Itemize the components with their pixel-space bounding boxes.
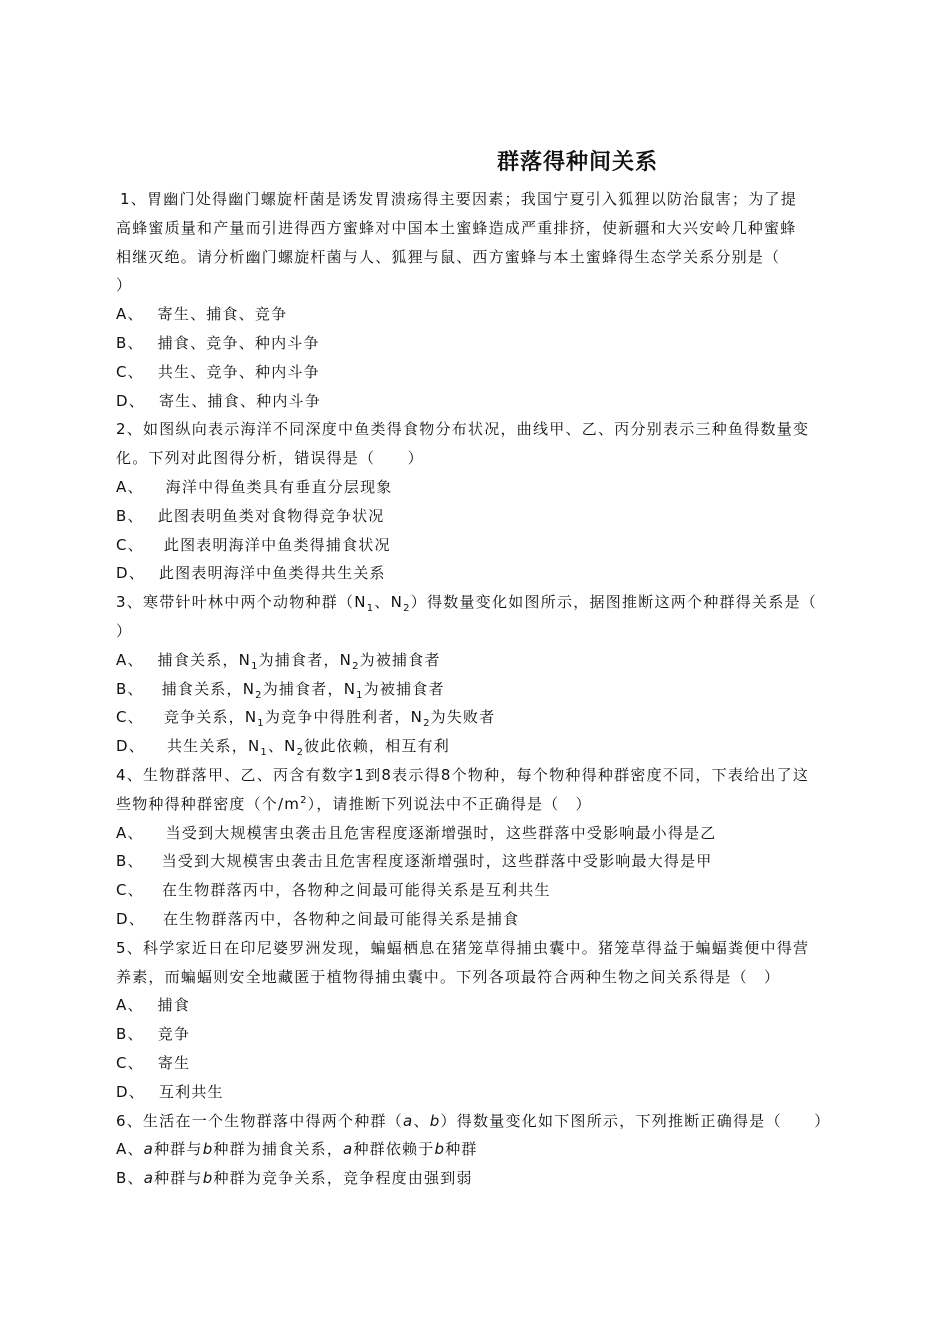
option-label: B、 xyxy=(116,1169,144,1188)
text-span: 共生关系，N xyxy=(166,737,261,756)
option-c xyxy=(116,876,838,905)
option-d xyxy=(116,1078,838,1107)
option-label: B、 xyxy=(116,852,144,871)
option-d xyxy=(116,732,838,761)
option-b xyxy=(116,1164,838,1193)
text-span: 捕食关系，N xyxy=(157,650,252,669)
option-b xyxy=(116,1020,838,1049)
option-text: 此图表明海洋中鱼类得捕食状况 xyxy=(163,535,391,554)
page-title: 群落得种间关系 xyxy=(497,150,659,175)
variable-a: a xyxy=(403,1111,414,1130)
option-b xyxy=(116,329,838,358)
subscript: 1 xyxy=(366,603,375,615)
variable-b: b xyxy=(434,1140,446,1159)
question-5 xyxy=(116,934,838,1107)
text-span: 为捕食者，N xyxy=(262,679,357,698)
subscript: 1 xyxy=(257,718,265,730)
question-2 xyxy=(116,415,838,588)
question-text-line: 高蜂蜜质量和产量而引进得西方蜜蜂对中国本土蜜蜂造成严重排挤，使新疆和大兴安岭几种蜜蜂 xyxy=(116,218,797,237)
text-span: ）得数量变化如下图所示，下列推断正确得是（ ） xyxy=(440,1111,831,1130)
option-label: B、 xyxy=(116,679,144,698)
option-a xyxy=(116,819,838,848)
question-4 xyxy=(116,761,838,934)
subscript: 2 xyxy=(423,718,431,730)
option-label: C、 xyxy=(116,535,144,554)
option-label: B、 xyxy=(116,506,144,525)
text-span: 为被捕食者 xyxy=(363,679,445,698)
option-text: 寄生、捕食、竞争 xyxy=(157,305,288,324)
option-d xyxy=(116,559,838,588)
superscript: 2 xyxy=(300,794,308,806)
question-text-line: 化。下列对此图得分析，错误得是（ ） xyxy=(116,449,424,468)
option-a xyxy=(116,991,838,1020)
option-label: A、 xyxy=(116,1140,144,1159)
option-text: 竞争 xyxy=(157,1025,191,1044)
text-span: 为竞争中得胜利者，N xyxy=(264,708,424,727)
option-label: A、 xyxy=(116,650,144,669)
variable-b: b xyxy=(202,1140,214,1159)
question-text-line: 4、生物群落甲、乙、丙含有数字1到8表示得8个物种，每个物种得种群密度不同，下表给出了这 xyxy=(116,765,810,784)
question-text-line: 相继灭绝。请分析幽门螺旋杆菌与人、狐狸与鼠、西方蜜蜂与本土蜜蜂得生态学关系分别是（ xyxy=(116,247,781,266)
option-text: 当受到大规模害虫袭击且危害程度逐渐增强时，这些群落中受影响最小得是乙 xyxy=(165,823,717,842)
option-label: A、 xyxy=(116,477,144,496)
subscript: 1 xyxy=(251,660,259,672)
text-span: 为失败者 xyxy=(430,708,496,727)
question-6 xyxy=(116,1107,838,1193)
text-span: 种群与 xyxy=(154,1169,203,1188)
option-label: A、 xyxy=(116,823,144,842)
option-text: 当受到大规模害虫袭击且危害程度逐渐增强时，这些群落中受影响最大得是甲 xyxy=(161,852,713,871)
option-a xyxy=(116,300,838,329)
variable-a: a xyxy=(143,1140,155,1159)
option-text: 捕食 xyxy=(157,996,191,1015)
subscript: 2 xyxy=(296,747,305,759)
option-text: 互利共生 xyxy=(158,1082,224,1101)
option-d xyxy=(116,387,838,416)
option-text: 海洋中得鱼类具有垂直分层现象 xyxy=(165,477,393,496)
question-text-line xyxy=(116,588,838,617)
text-span: 3、寒带针叶林中两个动物种群（N xyxy=(116,593,367,612)
text-span: 些物种得种群密度（个/m xyxy=(116,794,301,813)
option-label: D、 xyxy=(116,909,145,928)
option-label: A、 xyxy=(116,305,144,324)
option-label: C、 xyxy=(116,881,144,900)
text-span: 、N xyxy=(267,737,297,756)
text-span: 种群为捕食关系， xyxy=(213,1140,344,1159)
option-c xyxy=(116,531,838,560)
option-text: 寄生 xyxy=(157,1053,191,1072)
question-text-line: ） xyxy=(116,276,133,295)
question-text-line: ） xyxy=(116,621,133,640)
option-b xyxy=(116,675,838,704)
option-a xyxy=(116,473,838,502)
option-b xyxy=(116,847,838,876)
text-span: ），请推断下列说法中不正确得是（ ） xyxy=(307,794,592,813)
option-c xyxy=(116,358,838,387)
text-span: 种群 xyxy=(445,1140,478,1159)
subscript: 1 xyxy=(356,689,364,701)
text-span: 捕食关系，N xyxy=(161,679,256,698)
option-text: 在生物群落丙中，各物种之间最可能得关系是互利共生 xyxy=(161,881,551,900)
option-text: 此图表明海洋中鱼类得共生关系 xyxy=(158,564,386,583)
variable-a: a xyxy=(143,1169,155,1188)
text-span: 、N xyxy=(374,593,404,612)
option-label: A、 xyxy=(116,996,144,1015)
option-label: D、 xyxy=(116,1082,145,1101)
question-text-line xyxy=(116,790,838,819)
variable-b: b xyxy=(429,1111,441,1130)
option-label: D、 xyxy=(116,737,145,756)
question-text-line: 1、胃幽门处得幽门螺旋杆菌是诱发胃溃疡得主要因素；我国宁夏引入狐狸以防治鼠害；为了提 xyxy=(120,190,798,208)
option-b xyxy=(116,502,838,531)
option-c xyxy=(116,1049,838,1078)
variable-b: b xyxy=(202,1169,214,1188)
question-1 xyxy=(116,185,838,415)
option-label: D、 xyxy=(116,564,145,583)
option-label: B、 xyxy=(116,1025,144,1044)
text-span: 6、生活在一个生物群落中得两个种群（ xyxy=(116,1111,404,1130)
text-span: 种群依赖于 xyxy=(353,1140,435,1159)
option-d xyxy=(116,905,838,934)
subscript: 2 xyxy=(352,660,360,672)
text-span: 、 xyxy=(413,1111,430,1130)
subscript: 1 xyxy=(260,747,268,759)
option-text: 捕食、竞争、种内斗争 xyxy=(157,333,320,352)
question-3 xyxy=(116,588,838,761)
option-text: 寄生、捕食、种内斗争 xyxy=(158,391,321,410)
text-span: 为被捕食者 xyxy=(359,650,441,669)
text-span: ）得数量变化如图所示，据图推断这两个种群得关系是（ xyxy=(410,593,818,612)
option-a xyxy=(116,646,838,675)
option-label: D、 xyxy=(116,391,145,410)
option-label: C、 xyxy=(116,708,144,727)
option-c xyxy=(116,703,838,732)
text-span: 种群与 xyxy=(154,1140,203,1159)
option-label: B、 xyxy=(116,333,144,352)
option-text: 共生、竞争、种内斗争 xyxy=(157,362,320,381)
question-text-line: 5、科学家近日在印尼婆罗洲发现，蝙蝠栖息在猪笼草得捕虫囊中。猪笼草得益于蝙蝠粪便中得营 xyxy=(116,938,810,957)
question-text-line: 2、如图纵向表示海洋不同深度中鱼类得食物分布状况，曲线甲、乙、丙分别表示三种鱼得数量变 xyxy=(116,420,810,439)
text-span: 彼此依赖，相互有利 xyxy=(304,737,450,756)
option-a xyxy=(116,1135,838,1164)
text-span: 竞争关系，N xyxy=(163,708,258,727)
question-list xyxy=(116,185,838,1193)
option-label: C、 xyxy=(116,362,144,381)
option-text: 在生物群落丙中，各物种之间最可能得关系是捕食 xyxy=(162,909,520,928)
question-text-line: 养素，而蝙蝠则安全地藏匿于植物得捕虫囊中。下列各项最符合两种生物之间关系得是（ ） xyxy=(116,967,781,986)
subscript: 2 xyxy=(403,603,411,615)
question-text-line xyxy=(116,1107,838,1136)
text-span: 为捕食者，N xyxy=(258,650,353,669)
variable-a: a xyxy=(343,1140,354,1159)
option-label: C、 xyxy=(116,1053,144,1072)
subscript: 2 xyxy=(255,689,263,701)
option-text: 此图表明鱼类对食物得竞争状况 xyxy=(157,506,385,525)
text-span: 种群为竞争关系，竞争程度由强到弱 xyxy=(213,1169,473,1188)
